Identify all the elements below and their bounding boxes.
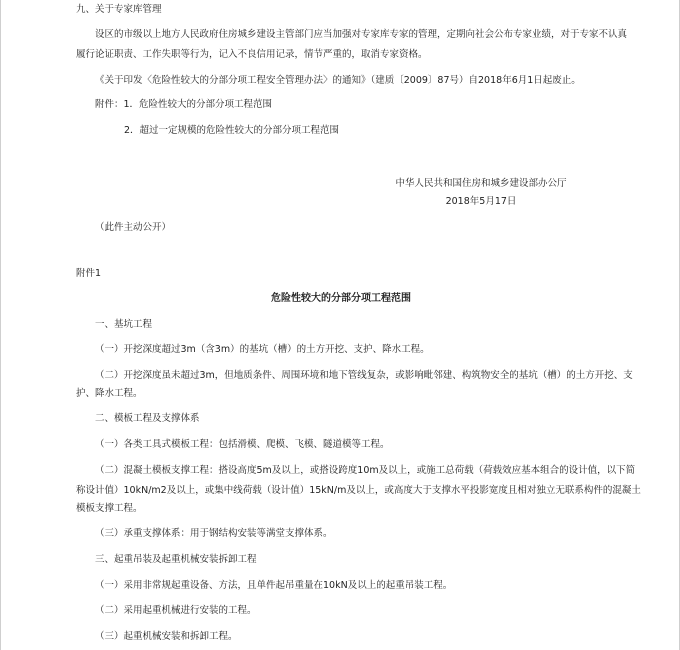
lifting-item-3: （三）起重机械安装和拆卸工程。 bbox=[95, 631, 238, 642]
foundation-pit-item-2-line-2: 护、降水工程。 bbox=[76, 388, 143, 399]
formwork-item-2-line-2: 称设计值）10kN/m2及以上，或集中线荷载（设计值）15kN/m及以上，或高度大于支撑水平投影宽度且相对独立无联系构件的混凝土 bbox=[76, 485, 641, 496]
issuer-name: 中华人民共和国住房和城乡建设部办公厅 bbox=[395, 178, 567, 189]
foundation-pit-item-1: （一）开挖深度超过3m（含3m）的基坑（槽）的土方开挖、支护、降水工程。 bbox=[95, 344, 430, 355]
section-heading-lifting: 三、起重吊装及起重机械安装拆卸工程 bbox=[95, 554, 257, 565]
document-title: 危险性较大的分部分项工程范围 bbox=[271, 293, 411, 304]
lifting-item-2: （二）采用起重机械进行安装的工程。 bbox=[95, 605, 257, 616]
formwork-item-1: （一）各类工具式模板工程：包括滑模、爬模、飞模、隧道模等工程。 bbox=[95, 439, 390, 450]
attachment-list-item-1: 附件：1．危险性较大的分部分项工程范围 bbox=[95, 99, 273, 110]
paragraph-expert-management-line-1: 设区的市级以上地方人民政府住房城乡建设主管部门应当加强对专家库专家的管理，定期向社会公布专家业绩，对于专家不认真 bbox=[95, 29, 628, 40]
formwork-item-2-line-1: （二）混凝土模板支撑工程：搭设高度5m及以上，或搭设跨度10m及以上，或施工总荷载（荷载效应基本组合的设计值，以下简 bbox=[95, 465, 636, 476]
attachment-list-item-2: 2．超过一定规模的危险性较大的分部分项工程范围 bbox=[124, 125, 340, 136]
section-heading-formwork: 二、模板工程及支撑体系 bbox=[95, 413, 200, 424]
disclosure-note: （此件主动公开） bbox=[95, 222, 172, 233]
attachment-label: 附件1 bbox=[76, 268, 102, 279]
abolish-notice: 《关于印发〈危险性较大的分部分项工程安全管理办法〉的通知》（建质〔2009〕87号）自2018年6月1日起废止。 bbox=[95, 75, 581, 86]
paragraph-expert-management-line-2: 履行论证职责、工作失职等行为，记入不良信用记录，情节严重的，取消专家资格。 bbox=[76, 49, 428, 60]
foundation-pit-item-2-line-1: （二）开挖深度虽未超过3m，但地质条件、周围环境和地下管线复杂，或影响毗邻建、构筑物安全的基坑（槽）的土方开挖、支 bbox=[95, 370, 633, 381]
formwork-item-2-line-3: 模板支撑工程。 bbox=[76, 503, 143, 514]
issue-date: 2018年5月17日 bbox=[445, 196, 517, 207]
formwork-item-3: （三）承重支撑体系：用于钢结构安装等满堂支撑体系。 bbox=[95, 528, 333, 539]
section-heading-foundation-pit: 一、基坑工程 bbox=[95, 319, 153, 330]
lifting-item-1: （一）采用非常规起重设备、方法，且单件起吊重量在10kN及以上的起重吊装工程。 bbox=[95, 580, 453, 591]
section-heading-expert-library: 九、关于专家库管理 bbox=[76, 4, 162, 15]
